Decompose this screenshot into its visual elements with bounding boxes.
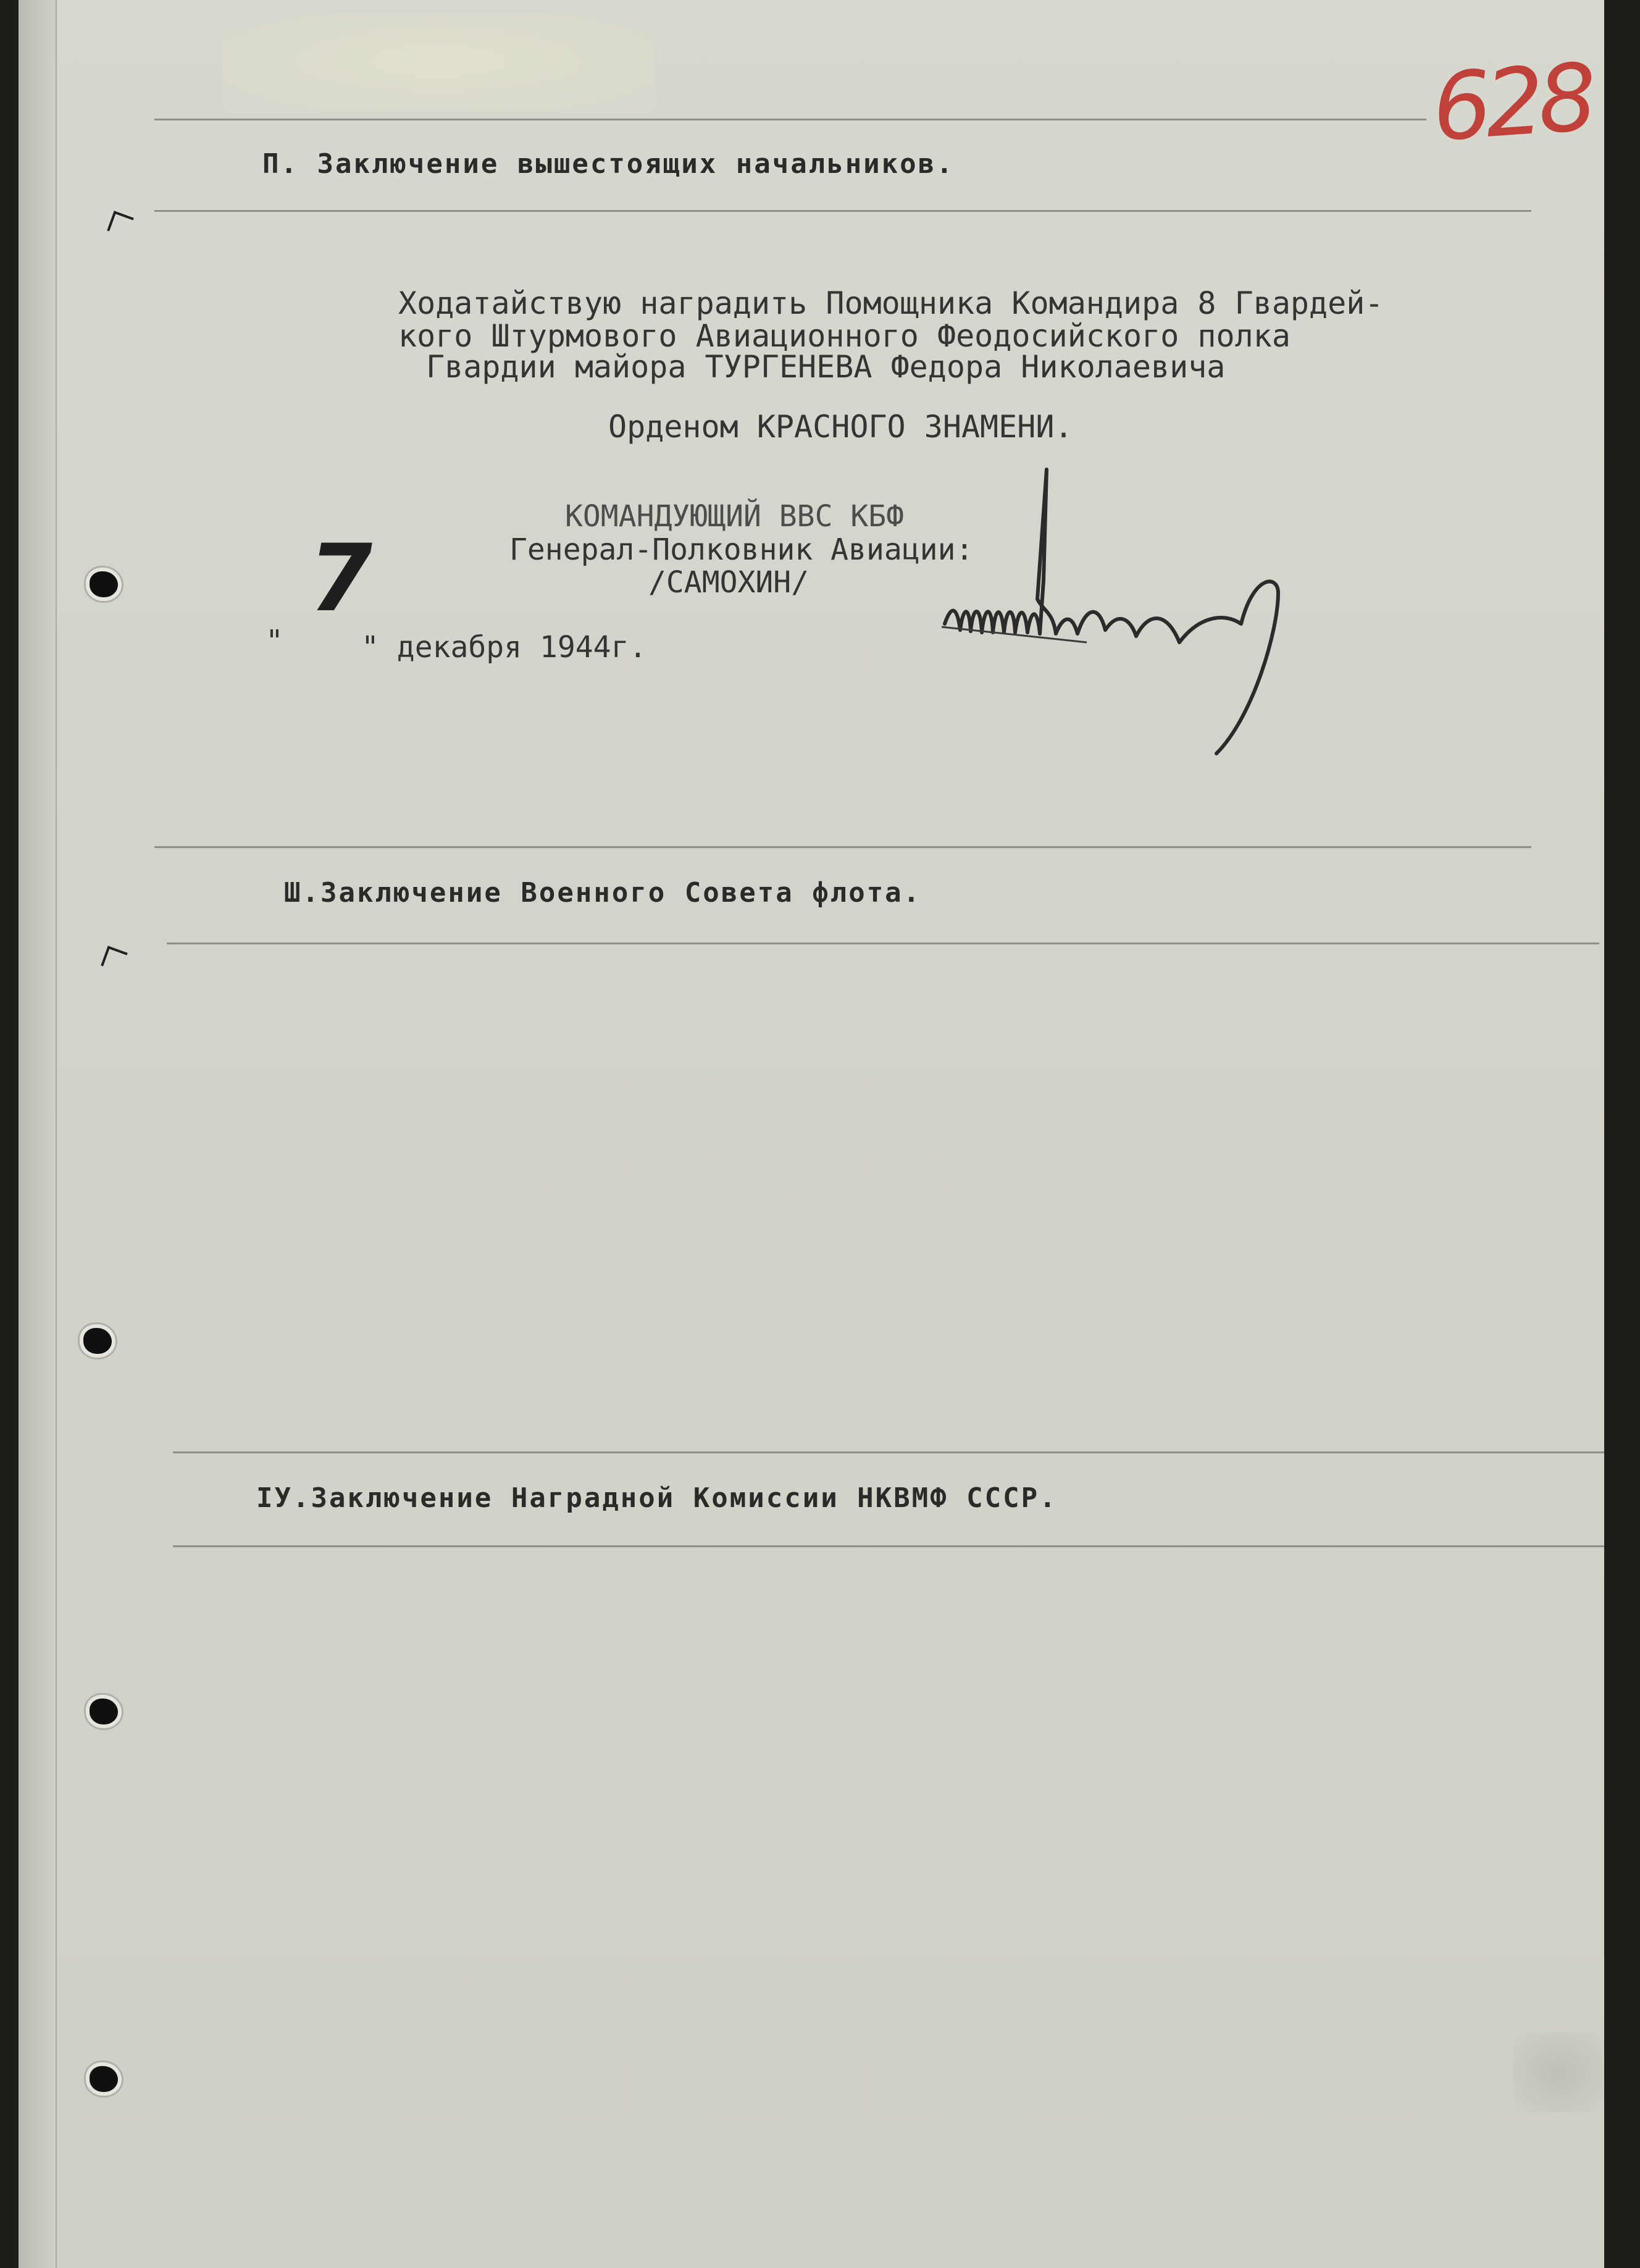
petition-line-3: Гвардии майора ТУРГЕНЕВА Федора Николаевича — [426, 349, 1226, 385]
petition-award: Орденом КРАСНОГО ЗНАМЕНИ. — [608, 409, 1073, 445]
scan-smudge — [1513, 2032, 1604, 2112]
document-sheet — [19, 0, 1604, 2268]
handwritten-signature — [932, 457, 1402, 760]
date-day-handwritten: 7 — [299, 525, 383, 632]
commander-name: /САМОХИН/ — [648, 565, 810, 600]
section-3-heading: Ш.Заключение Военного Совета флота. — [284, 877, 922, 909]
paper-stain — [222, 12, 655, 111]
archive-page-number: 628 — [1429, 44, 1595, 162]
punch-hole — [90, 2066, 118, 2092]
punch-hole — [99, 945, 127, 971]
punch-hole — [90, 571, 118, 597]
binding-edge — [19, 0, 57, 2268]
divider-line — [173, 1545, 1604, 1547]
punch-hole — [90, 1699, 118, 1724]
section-4-heading: IУ.Заключение Наградной Комиссии НКВМФ СССР. — [256, 1482, 1058, 1514]
divider-line — [154, 119, 1426, 120]
divider-line — [167, 943, 1599, 944]
petition-line-1: Ходатайствую наградить Помощника Командира 8 Гвардей- — [398, 285, 1384, 321]
divider-line — [173, 1451, 1604, 1453]
punch-hole — [105, 210, 133, 236]
commander-title: КОМАНДУЮЩИЙ ВВС КБФ — [565, 499, 905, 534]
petition-line-2: кого Штурмового Авиационного Феодосийского полка — [398, 318, 1291, 354]
punch-hole — [83, 1328, 112, 1354]
divider-line — [154, 210, 1531, 212]
date-text: " декабря 1944г. — [361, 630, 647, 665]
section-2-heading: П. Заключение вышестоящих начальников. — [262, 148, 955, 180]
commander-rank: Генерал-Полковник Авиации: — [509, 532, 974, 567]
date-open-quote: " — [266, 624, 283, 658]
divider-line — [154, 846, 1531, 848]
